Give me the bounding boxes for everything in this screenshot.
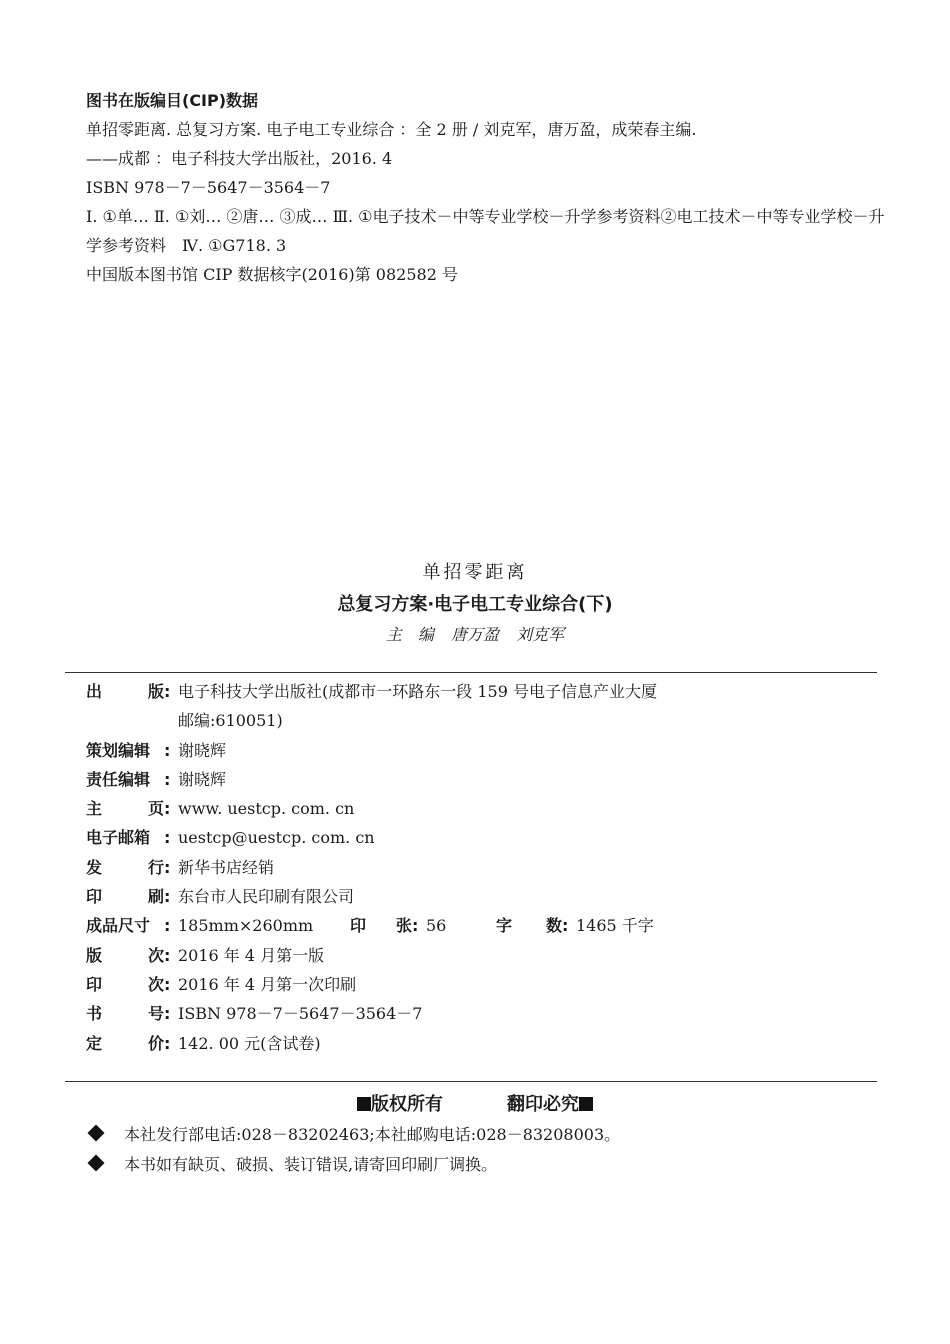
detail-row-distribution: 发 行 : 新华书店经销 xyxy=(86,853,876,882)
detail-label: 电子邮箱 xyxy=(86,828,151,848)
publication-details xyxy=(86,677,876,1058)
diamond-bullet-icon xyxy=(88,1155,105,1172)
detail-row-edition: 版 次 : 2016 年 4 月第一版 xyxy=(86,941,876,970)
detail-row-publisher: 出 版 : 电子科技大学出版社(成都市一环路东一段 159 号电子信息产业大厦 xyxy=(86,677,876,706)
book-title: 总复习方案·电子电工专业综合(下) xyxy=(337,594,613,615)
detail-row-price: 定 价 : 142. 00 元(含试卷) xyxy=(86,1029,876,1058)
cip-line: 中国版本图书馆 CIP 数据核字(2016)第 082582 号 xyxy=(86,265,458,284)
notes xyxy=(86,1120,886,1180)
detail-label: 发 行 xyxy=(86,857,164,877)
detail-value: 142. 00 元(含试卷) xyxy=(178,1033,321,1053)
detail-label: 书 号 xyxy=(86,1004,164,1024)
detail-row-homepage: 主 页 : www. uestcp. com. cn xyxy=(86,794,876,823)
detail-value: 新华书店经销 xyxy=(178,857,275,877)
detail-label: 主 页 xyxy=(86,799,164,819)
cip-line: 单招零距离. 总复习方案. 电子电工专业综合 ：全 2 册 / 刘克军，唐万盈，成荣春主编. xyxy=(86,120,697,139)
cip-line: Ⅰ. ①单… Ⅱ. ①刘… ②唐… ③成… Ⅲ. ①电子技术－中等专业学校－升学参考资料②电工技术－中等专业学校－升学参考资料 Ⅳ. ①G718. 3 xyxy=(86,207,885,255)
detail-row-postcode xyxy=(86,706,876,735)
words-label: 字 数 xyxy=(496,916,562,936)
cip-title: 图书在版编目(CIP)数据 xyxy=(86,91,259,110)
detail-value: 185mm×260mm xyxy=(178,916,314,936)
detail-row-responsible-editor: 责任编辑 : 谢晓辉 xyxy=(86,765,876,794)
detail-row-isbn: 书 号 : ISBN 978－7－5647－3564－7 xyxy=(86,999,876,1028)
detail-value: ISBN 978－7－5647－3564－7 xyxy=(178,1004,423,1024)
diamond-bullet-icon xyxy=(88,1125,105,1142)
cip-line: ——成都 ：电子科技大学出版社，2016. 4 xyxy=(86,149,393,168)
editor-role: 主 编 xyxy=(385,625,434,644)
sheets-label: 印 张 xyxy=(350,916,412,936)
detail-value: 谢晓辉 xyxy=(178,740,227,760)
divider xyxy=(65,672,877,673)
detail-value: www. uestcp. com. cn xyxy=(178,799,355,819)
detail-value: 2016 年 4 月第一版 xyxy=(178,945,325,965)
cip-block xyxy=(86,86,891,289)
editors-line xyxy=(0,622,950,645)
words-value: 1465 千字 xyxy=(576,916,654,936)
square-icon xyxy=(357,1097,371,1111)
note-item: 本社发行部电话:028－83202463;本社邮购电话:028－83208003。 xyxy=(86,1120,886,1150)
detail-label: 成品尺寸 xyxy=(86,916,151,936)
detail-label: 版 次 xyxy=(86,945,164,965)
detail-label: 出 版 xyxy=(86,682,164,701)
copyright-notice: 版权所有 翻印必究 xyxy=(0,1090,950,1116)
series-title: 单招零距离 xyxy=(422,562,528,583)
detail-label: 责任编辑 xyxy=(86,769,151,789)
detail-row-printing: 印 刷 : 东台市人民印刷有限公司 xyxy=(86,882,876,911)
detail-label: 策划编辑 xyxy=(86,740,151,760)
editor-name: 刘克军 xyxy=(516,625,565,644)
detail-value: 2016 年 4 月第一次印刷 xyxy=(178,974,357,994)
detail-value: uestcp@uestcp. com. cn xyxy=(178,828,375,848)
detail-label: 印 次 xyxy=(86,974,164,994)
detail-value: 东台市人民印刷有限公司 xyxy=(178,887,355,907)
detail-row-planning-editor: 策划编辑 : 谢晓辉 xyxy=(86,736,876,765)
editor-name: 唐万盈 xyxy=(450,625,499,644)
note-item: 本书如有缺页、破损、装订错误,请寄回印刷厂调换。 xyxy=(86,1150,886,1180)
detail-row-size: 成品尺寸 : 185mm×260mm 印 张 : 56 字 数 : 1465 千字 xyxy=(86,911,876,940)
detail-row-email: 电子邮箱 : uestcp@uestcp. com. cn xyxy=(86,823,876,852)
divider xyxy=(65,1081,877,1082)
sheets-value: 56 xyxy=(426,916,447,936)
detail-value: 谢晓辉 xyxy=(178,769,227,789)
detail-row-impression: 印 次 : 2016 年 4 月第一次印刷 xyxy=(86,970,876,999)
detail-label: 印 刷 xyxy=(86,887,164,907)
square-icon xyxy=(579,1097,593,1111)
detail-label: 定 价 xyxy=(86,1033,164,1053)
detail-value: 邮编:610051) xyxy=(178,711,283,731)
detail-value: 电子科技大学出版社(成都市一环路东一段 159 号电子信息产业大厦 xyxy=(178,682,657,701)
cip-line: ISBN 978－7－5647－3564－7 xyxy=(86,178,331,197)
